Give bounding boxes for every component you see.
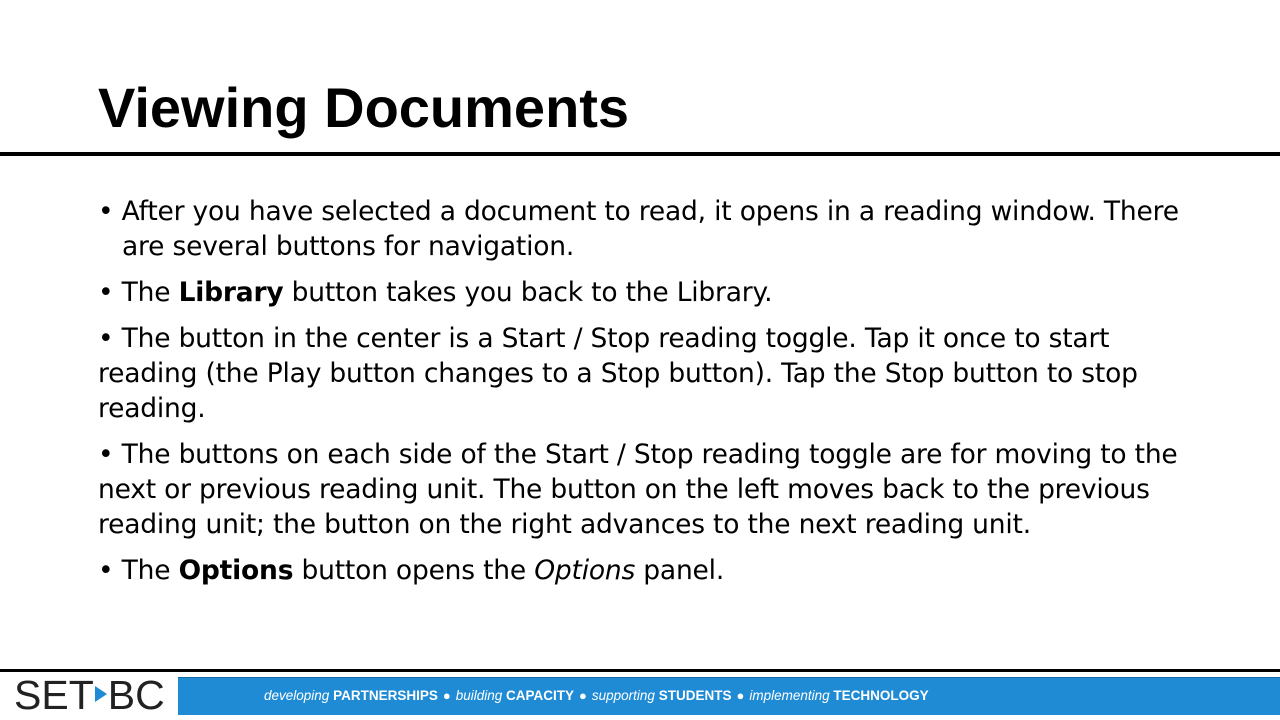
paragraph-3-text: • The button in the center is a Start / Stop reading toggle. Tap it once to start reading (the Play button changes to a Stop button). Tap the Stop button to stop reading. [98,323,1138,424]
title-divider [0,152,1280,156]
footer-divider [0,669,1280,672]
paragraph-4-text: • The buttons on each side of the Start / Stop reading toggle are for moving to the next or previous reading unit. The button on the left moves back to the previous reading unit; the button on the right advances to the next reading unit. [98,439,1178,540]
logo-bc-text: BC [107,672,165,718]
tagline-verb-1: developing [264,688,330,703]
paragraph-5-post: panel. [635,555,725,586]
paragraph-5-pre: • The [98,555,179,586]
tagline [264,687,929,705]
options-panel-term: Options [534,555,636,586]
play-triangle-icon [95,686,107,702]
tagline-noun-4: TECHNOLOGY [833,688,929,703]
paragraph-2 [98,275,1198,310]
slide-title: Viewing Documents [98,76,630,139]
tagline-verb-4: implementing [749,688,830,703]
tagline-separator: ● [579,688,587,703]
paragraph-3 [98,321,1198,426]
tagline-noun-3: STUDENTS [658,688,732,703]
setbc-logo [14,672,165,718]
slide-body [98,194,1198,588]
paragraph-5 [98,553,1198,588]
paragraph-5-mid: button opens the [293,555,535,586]
tagline-separator: ● [442,688,451,703]
options-term: Options [178,555,294,586]
paragraph-1 [98,194,1198,264]
logo-set-text: SET [14,672,94,718]
tagline-bar [178,677,1280,715]
tagline-noun-2: CAPACITY [506,688,575,703]
tagline-noun-1: PARTNERSHIPS [333,688,438,703]
tagline-separator: ● [736,688,745,703]
paragraph-4 [98,437,1198,542]
paragraph-2-pre: • The [98,277,179,308]
bullet: • [98,196,114,227]
paragraph-2-post: button takes you back to the Library. [283,277,773,308]
paragraph-1-text: After you have selected a document to read, it opens in a reading window. There are several buttons for navigation. [121,196,1179,262]
tagline-verb-3: supporting [591,688,655,703]
library-term: Library [178,277,284,308]
tagline-verb-2: building [455,688,503,703]
